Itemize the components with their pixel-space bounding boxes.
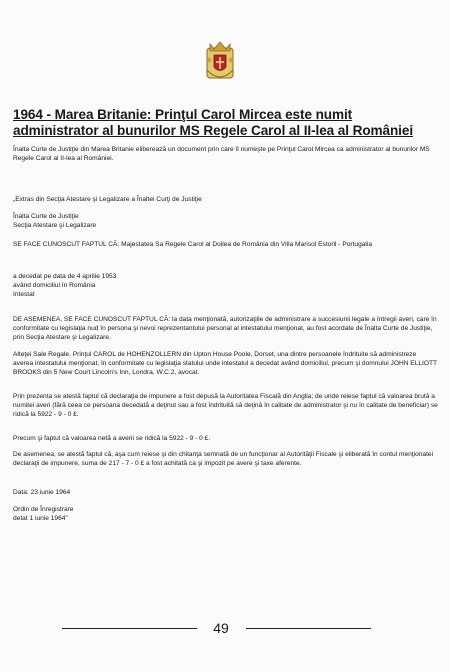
extract-heading: „Extras din Secţia Atestare şi Legalizare a Înaltei Curţi de Justiţie [13, 196, 202, 203]
registration-order: Ordin de Înregistrare detat 1 iunie 1964" [13, 506, 74, 522]
date-line: Data: 23 iunie 1964 [13, 489, 71, 496]
net-value-paragraph: Precum şi faptul că valoarea netă a averii se ridică la 5922 - 9 - 0 £. [13, 435, 211, 442]
page-title: 1964 - Marea Britanie: Prinţul Carol Mircea este numit administrator al bunurilor MS Regele Carol al II-lea al României [13, 107, 413, 138]
announcement-paragraph: SE FACE CUNOSCUT FAPTUL CĂ: Majestatea Sa Regele Carol al Doilea de România din Villa Marisol Estoril - Portugalia [13, 241, 373, 248]
tax-paragraph: De asemenea, se atestă faptul că, aşa cum reiese şi din chitanţa semnată de un funcţionar al Autorităţii Fiscale şi eliberată în contul menţionatei declaraţii de impunere, suma de 217 - 7 - 0 £ a fost achitată ca şi impozit pe avere şi taxe aferente. [13, 451, 434, 467]
footer-rule-right [246, 628, 371, 629]
royal-crest-icon [204, 40, 236, 82]
death-details: a decedat pe data de 4 aprilie 1953 având domiciliul în România Intestat [13, 273, 117, 298]
page-number: 49 [213, 620, 229, 636]
gross-value-paragraph: Prin prezenta se atestă faptul că declaraţia de impunere a fost depusă la Autoritatea Fiscală din Anglia; de unde reiese faptul că valoarea brută a numitei averi (fără ceea ce persoana decedată a deţinut sau a fost îndrituită să deţină în calitate de administrator şi nu în calitate de beneficiar) se ridică la 5922 - 9 - 0 £. [13, 393, 438, 418]
administration-paragraph: DE ASEMENEA, SE FACE CUNOSCUT FAPTUL CĂ: la data menţionată, autorizaţiile de administrare a succesiunii legale a întregii averi, care în conformitate cu legislaţia nud în persona şi nevoi reprezentantului personal al intestatului menţionat, au fost acordate de Înalta Curte de Justiţie, prin Secţia Atestare şi Legalizare. [13, 316, 437, 341]
court-name: Înalta Curte de Justiţie Secţia Atestare şi Legalizare [13, 213, 97, 229]
footer-rule-left [62, 628, 197, 629]
intro-paragraph: Înalta Curte de Justiţie din Marea Britanie eliberează un document prin care îl numeşte pe Prinţul Carol Mircea ca administrator al bunurilor MS Regele Carol al II-lea al României. [13, 146, 430, 162]
prince-carol-paragraph: Alteţei Sale Regale, Prinţul CAROL de HOHENZOLLERN din Upton House Poole, Dorset, una dintre persoanele îndrituite să administreze averea intestatului menţionat, în conformitate cu legislaţia statului unde intestatul a decedat având domiciliul, precum şi domnului JOHN ELLIOTT BROOKS din 5 New Court Lincoln's Inn, Londra, W.C.2, avocat. [13, 351, 437, 376]
